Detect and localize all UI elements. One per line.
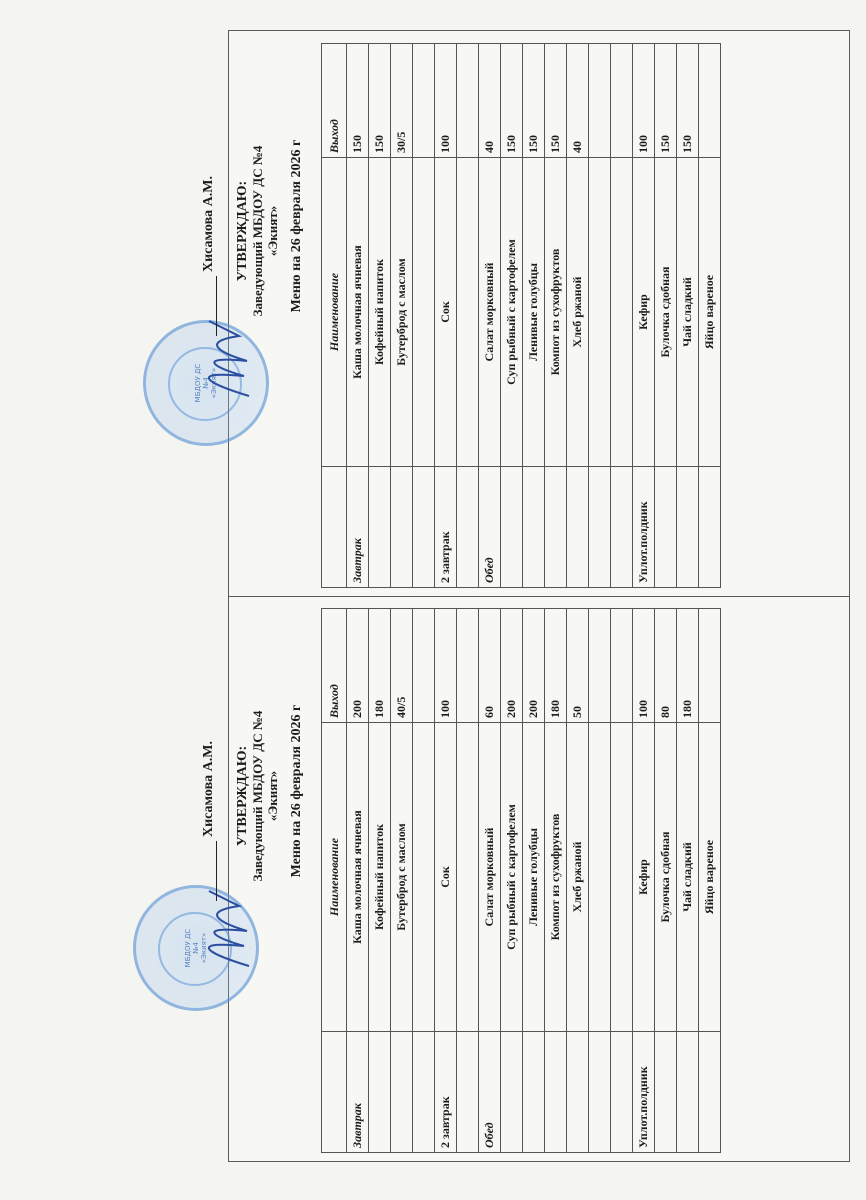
output-cell [699,44,721,158]
dish-cell: Суп рыбный с картофелем [501,723,523,1032]
dish-column-header: Наименование [322,723,347,1032]
dish-cell: Сок [435,723,457,1032]
table-row [589,609,611,1153]
dish-cell: Ленивые голубцы [523,158,545,467]
output-column-header: Выход [322,609,347,723]
output-cell [413,44,435,158]
meal-cell [699,1032,721,1153]
output-cell [413,609,435,723]
output-cell: 100 [633,44,655,158]
output-cell: 150 [501,44,523,158]
meal-cell [677,467,699,588]
stamp-text: МБДОУ ДС №4 «Экият» [184,928,208,968]
menu-sheet [184,30,850,1162]
dish-cell: Булочка сдобная [655,723,677,1032]
approver-position: Заведующий МБДОУ ДС №4 [250,145,265,317]
dish-cell: Суп рыбный с картофелем [501,158,523,467]
output-cell: 40/5 [391,609,413,723]
output-cell: 200 [347,609,369,723]
signer-name: Хисамова А.М. [201,741,216,837]
dish-cell: Кофейный напиток [369,158,391,467]
meal-cell [413,467,435,588]
output-cell: 100 [435,44,457,158]
approved-label: УТВЕРЖДАЮ: [235,180,250,282]
dish-cell: Яйцо вареное [699,723,721,1032]
dish-cell [611,723,633,1032]
meal-column-header [322,467,347,588]
table-header [322,44,347,588]
table-row [457,44,479,588]
meal-cell [523,467,545,588]
meal-cell [589,467,611,588]
dish-cell: Ленивые голубцы [523,723,545,1032]
dish-cell: Булочка сдобная [655,158,677,467]
meal-cell [611,1032,633,1153]
meal-cell [501,467,523,588]
output-cell: 150 [545,44,567,158]
meal-cell [567,1032,589,1153]
dish-cell: Каша молочная ячневая [347,723,369,1032]
table-row [501,44,523,588]
table-row [611,44,633,588]
dish-cell [413,158,435,467]
dish-cell: Чай сладкий [677,723,699,1032]
meal-cell: Обед [479,467,501,588]
output-cell: 100 [435,609,457,723]
table-row [501,609,523,1153]
table-row [413,44,435,588]
meal-cell: Обед [479,1032,501,1153]
output-cell: 180 [545,609,567,723]
meal-cell [369,467,391,588]
dish-cell: Компот из сухофруктов [545,158,567,467]
table-row [567,44,589,588]
signature-line [216,841,217,901]
dish-cell: Салат морковный [479,158,501,467]
meal-cell [699,467,721,588]
signature-line [216,276,217,336]
dish-cell [413,723,435,1032]
approved-label: УТВЕРЖДАЮ: [235,745,250,847]
output-cell: 80 [655,609,677,723]
meal-cell [655,1032,677,1153]
table-row [699,609,721,1153]
output-cell: 180 [369,609,391,723]
dish-cell: Салат морковный [479,723,501,1032]
table-row [479,44,501,588]
table-row [413,609,435,1153]
table-row [655,609,677,1153]
output-cell: 30/5 [391,44,413,158]
table-row [523,609,545,1153]
meal-cell [677,1032,699,1153]
meal-cell [545,1032,567,1153]
dish-cell: Бутерброд с маслом [391,158,413,467]
output-cell: 150 [347,44,369,158]
output-cell: 150 [523,44,545,158]
dish-cell: Компот из сухофруктов [545,723,567,1032]
meal-cell [523,1032,545,1153]
dish-cell: Кофейный напиток [369,723,391,1032]
signer-name: Хисамова А.М. [201,176,216,272]
meal-cell [589,1032,611,1153]
meal-cell: 2 завтрак [435,1032,457,1153]
meal-cell [369,1032,391,1153]
meal-cell [545,467,567,588]
signer-line [201,741,217,901]
meal-cell: Уплот.полдник [633,1032,655,1153]
output-cell [589,609,611,723]
menu-table [321,608,721,1153]
output-cell [589,44,611,158]
organization-name: «Экият» [265,205,280,257]
output-cell [457,609,479,723]
meal-cell [457,467,479,588]
dish-cell: Сок [435,158,457,467]
table-row [391,609,413,1153]
menu-table [321,43,721,588]
output-cell: 150 [655,44,677,158]
table-row [633,44,655,588]
dish-cell: Кефир [633,158,655,467]
dish-cell: Бутерброд с маслом [391,723,413,1032]
output-cell: 40 [479,44,501,158]
dish-column-header: Наименование [322,158,347,467]
table-row [545,44,567,588]
meal-cell: Завтрак [347,1032,369,1153]
output-cell: 150 [369,44,391,158]
menu-half-bottom [184,596,849,1161]
table-row [435,609,457,1153]
table-row [369,44,391,588]
meal-cell [655,467,677,588]
table-row [677,44,699,588]
meal-cell [567,467,589,588]
table-row [523,44,545,588]
table-row [435,44,457,588]
dish-cell [589,158,611,467]
dish-cell: Каша молочная ячневая [347,158,369,467]
output-cell [611,609,633,723]
approval-block [235,671,280,921]
dish-cell: Чай сладкий [677,158,699,467]
table-row [589,44,611,588]
table-row [699,44,721,588]
meal-cell [391,467,413,588]
table-row [457,609,479,1153]
output-cell: 180 [677,609,699,723]
dish-cell [611,158,633,467]
menu-title: Меню на 26 февраля 2026 г [289,139,304,313]
dish-cell [457,158,479,467]
menu-title: Меню на 26 февраля 2026 г [289,704,304,878]
table-row [479,609,501,1153]
dish-cell [457,723,479,1032]
signature-image [189,886,259,976]
dish-cell: Яйцо вареное [699,158,721,467]
output-cell: 200 [501,609,523,723]
output-cell [611,44,633,158]
output-cell [457,44,479,158]
output-column-header: Выход [322,44,347,158]
table-row [677,609,699,1153]
meal-cell [501,1032,523,1153]
output-cell: 50 [567,609,589,723]
meal-cell: 2 завтрак [435,467,457,588]
meal-cell [413,1032,435,1153]
table-row [391,44,413,588]
table-header [322,609,347,1153]
output-cell: 100 [633,609,655,723]
table-row [655,44,677,588]
meal-cell: Завтрак [347,467,369,588]
dish-cell [589,723,611,1032]
dish-cell: Хлеб ржаной [567,723,589,1032]
menu-half-top [194,31,849,596]
table-row [567,609,589,1153]
signer-line [201,176,217,336]
output-cell [699,609,721,723]
meal-cell [457,1032,479,1153]
output-cell: 40 [567,44,589,158]
table-row [347,609,369,1153]
meal-cell [391,1032,413,1153]
dish-cell: Хлеб ржаной [567,158,589,467]
table-row [369,609,391,1153]
output-cell: 60 [479,609,501,723]
table-row [545,609,567,1153]
meal-cell: Уплот.полдник [633,467,655,588]
output-cell: 150 [677,44,699,158]
signature-image [189,316,259,406]
table-row [611,609,633,1153]
approver-position: Заведующий МБДОУ ДС №4 [250,710,265,882]
table-row [633,609,655,1153]
meal-column-header [322,1032,347,1153]
table-row [347,44,369,588]
stamp-text: МБДОУ ДС №4 «Экият» [194,363,218,403]
dish-cell: Кефир [633,723,655,1032]
meal-cell [611,467,633,588]
organization-name: «Экият» [265,770,280,822]
output-cell: 200 [523,609,545,723]
